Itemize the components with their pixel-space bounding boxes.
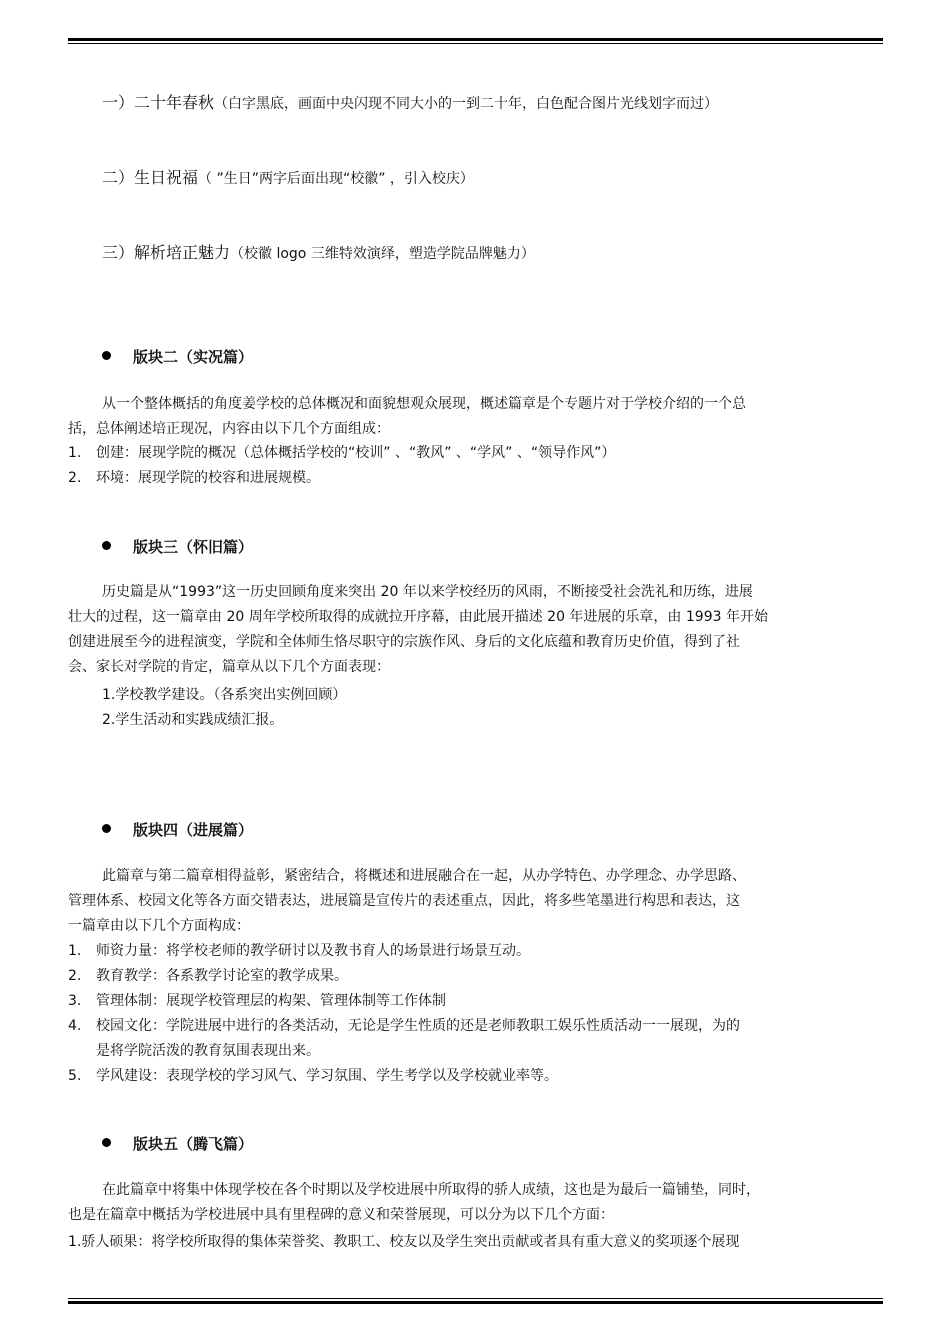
list-item xyxy=(68,1014,883,1064)
paragraph-line: 在此篇章中将集中体现学校在各个时期以及学校进展中所取得的骄人成绩，这也是为最后一篇铺垫，同时， xyxy=(102,1182,760,1198)
list-number: 2. xyxy=(68,968,82,984)
list-number: 3. xyxy=(68,993,82,1009)
list-item xyxy=(68,964,883,989)
list-item xyxy=(68,1064,883,1089)
numbered-list xyxy=(68,939,883,1089)
intro-line-3 xyxy=(102,240,535,263)
paragraph-line: 会、家长对学院的肯定，篇章从以下几个方面表现： xyxy=(68,659,390,675)
list-number: 1. xyxy=(68,445,82,461)
section-heading xyxy=(102,819,253,840)
section-paragraph xyxy=(68,392,883,442)
paragraph-line: 一篇章由以下几个方面构成： xyxy=(68,918,250,934)
intro-line-2 xyxy=(102,165,474,188)
list-text: 师资力量：将学校老师的教学研讨以及教书育人的场景进行场景互动。 xyxy=(96,943,530,959)
section-paragraph xyxy=(68,1178,883,1228)
list-text: 校园文化：学院进展中进行的各类活动，无论是学生性质的还是老师教职工娱乐性质活动一一展现，为的 xyxy=(96,1018,740,1034)
paragraph-line: 从一个整体概括的角度姜学校的总体概况和面貌想观众展现，概述篇章是个专题片对于学校介绍的一个总 xyxy=(102,396,746,412)
list-number: 2. xyxy=(68,470,82,486)
paragraph-line: 历史篇是从“1993”这一历史回顾角度来突出 20 年以来学校经历的风雨，不断接受社会洗礼和历练，进展 xyxy=(102,584,753,600)
list-text: 教育教学：各系教学讨论室的教学成果。 xyxy=(96,968,348,984)
list-number: 5. xyxy=(68,1068,82,1084)
intro-line-title: 一）二十年春秋 xyxy=(102,93,215,112)
list-item: 1.学校教学建设。（各系突出实例回顾） xyxy=(102,687,347,703)
list-text: 环境：展现学院的校容和进展规模。 xyxy=(96,470,320,486)
list-item: 2.学生活动和实践成绩汇报。 xyxy=(102,712,284,728)
list-item: 1.骄人硕果：将学校所取得的集体荣誉奖、教职工、校友以及学生突出贡献或者具有重大意义的奖项逐个展现 xyxy=(68,1234,740,1250)
section-paragraph xyxy=(68,580,883,680)
list-item xyxy=(68,441,883,466)
section-heading xyxy=(102,1133,253,1154)
list-text: 学风建设：表现学校的学习风气、学习氛围、学生考学以及学校就业率等。 xyxy=(96,1068,558,1084)
paragraph-line: 也是在篇章中概括为学校进展中具有里程碑的意义和荣誉展现，可以分为以下几个方面： xyxy=(68,1207,614,1223)
section-heading xyxy=(102,346,253,367)
list-text: 是将学院活泼的教育氛围表现出来。 xyxy=(96,1043,320,1059)
footer-rule xyxy=(68,1298,883,1304)
intro-line-detail: （白字黑底，画面中央闪现不同大小的一到二十年，白色配合图片光线划字而过） xyxy=(214,96,719,112)
paragraph-line: 壮大的过程，这一篇章由 20 周年学校所取得的成就拉开序幕，由此展开描述 20 年进展的乐章，由 1993 年开始 xyxy=(68,609,768,625)
paragraph-line: 管理体系、校园文化等各方面交错表达，进展篇是宣传片的表述重点，因此，将多些笔墨进行构思和表达，这 xyxy=(68,893,740,909)
list-number: 1. xyxy=(68,943,82,959)
section-title: 版块二（实况篇） xyxy=(133,348,254,366)
list-item xyxy=(68,939,883,964)
paragraph-line: 创建进展至今的进程演变，学院和全体师生恪尽职守的宗族作风、身后的文化底蕴和教育历史价值，得到了社 xyxy=(68,634,740,650)
section-title: 版块五（腾飞篇） xyxy=(133,1135,254,1153)
bullet-icon xyxy=(102,824,111,833)
section-heading xyxy=(102,536,253,557)
list-text: 管理体制：展现学校管理层的构架、管理体制等工作体制 xyxy=(96,993,446,1009)
intro-line-detail: （ ”生日”两字后面出现“校徽” ，引入校庆） xyxy=(198,171,474,187)
section-paragraph xyxy=(68,864,883,939)
list-item xyxy=(68,466,883,491)
section-title: 版块三（怀旧篇） xyxy=(133,538,254,556)
header-rule xyxy=(68,38,883,44)
section-title: 版块四（进展篇） xyxy=(133,821,254,839)
intro-line-title: 二）生日祝福 xyxy=(102,168,199,187)
intro-line-1 xyxy=(102,90,718,113)
list-text: 创建：展现学院的概况（总体概括学校的“校训” 、“教风” 、“学风” 、“领导作风”） xyxy=(96,445,616,461)
intro-line-detail: （校徽 logo 三维特效演绎，塑造学院品牌魅力） xyxy=(230,246,535,262)
bullet-icon xyxy=(102,351,111,360)
paragraph-line: 此篇章与第二篇章相得益彰，紧密结合，将概述和进展融合在一起，从办学特色、办学理念、办学思路、 xyxy=(102,868,746,884)
intro-line-title: 三）解析培正魅力 xyxy=(102,243,231,262)
bullet-icon xyxy=(102,1138,111,1147)
list-item xyxy=(68,989,883,1014)
paragraph-line: 括，总体阐述培正现况，内容由以下几个方面组成： xyxy=(68,421,390,437)
bullet-icon xyxy=(102,541,111,550)
numbered-list xyxy=(68,441,883,491)
list-number: 4. xyxy=(68,1018,82,1034)
